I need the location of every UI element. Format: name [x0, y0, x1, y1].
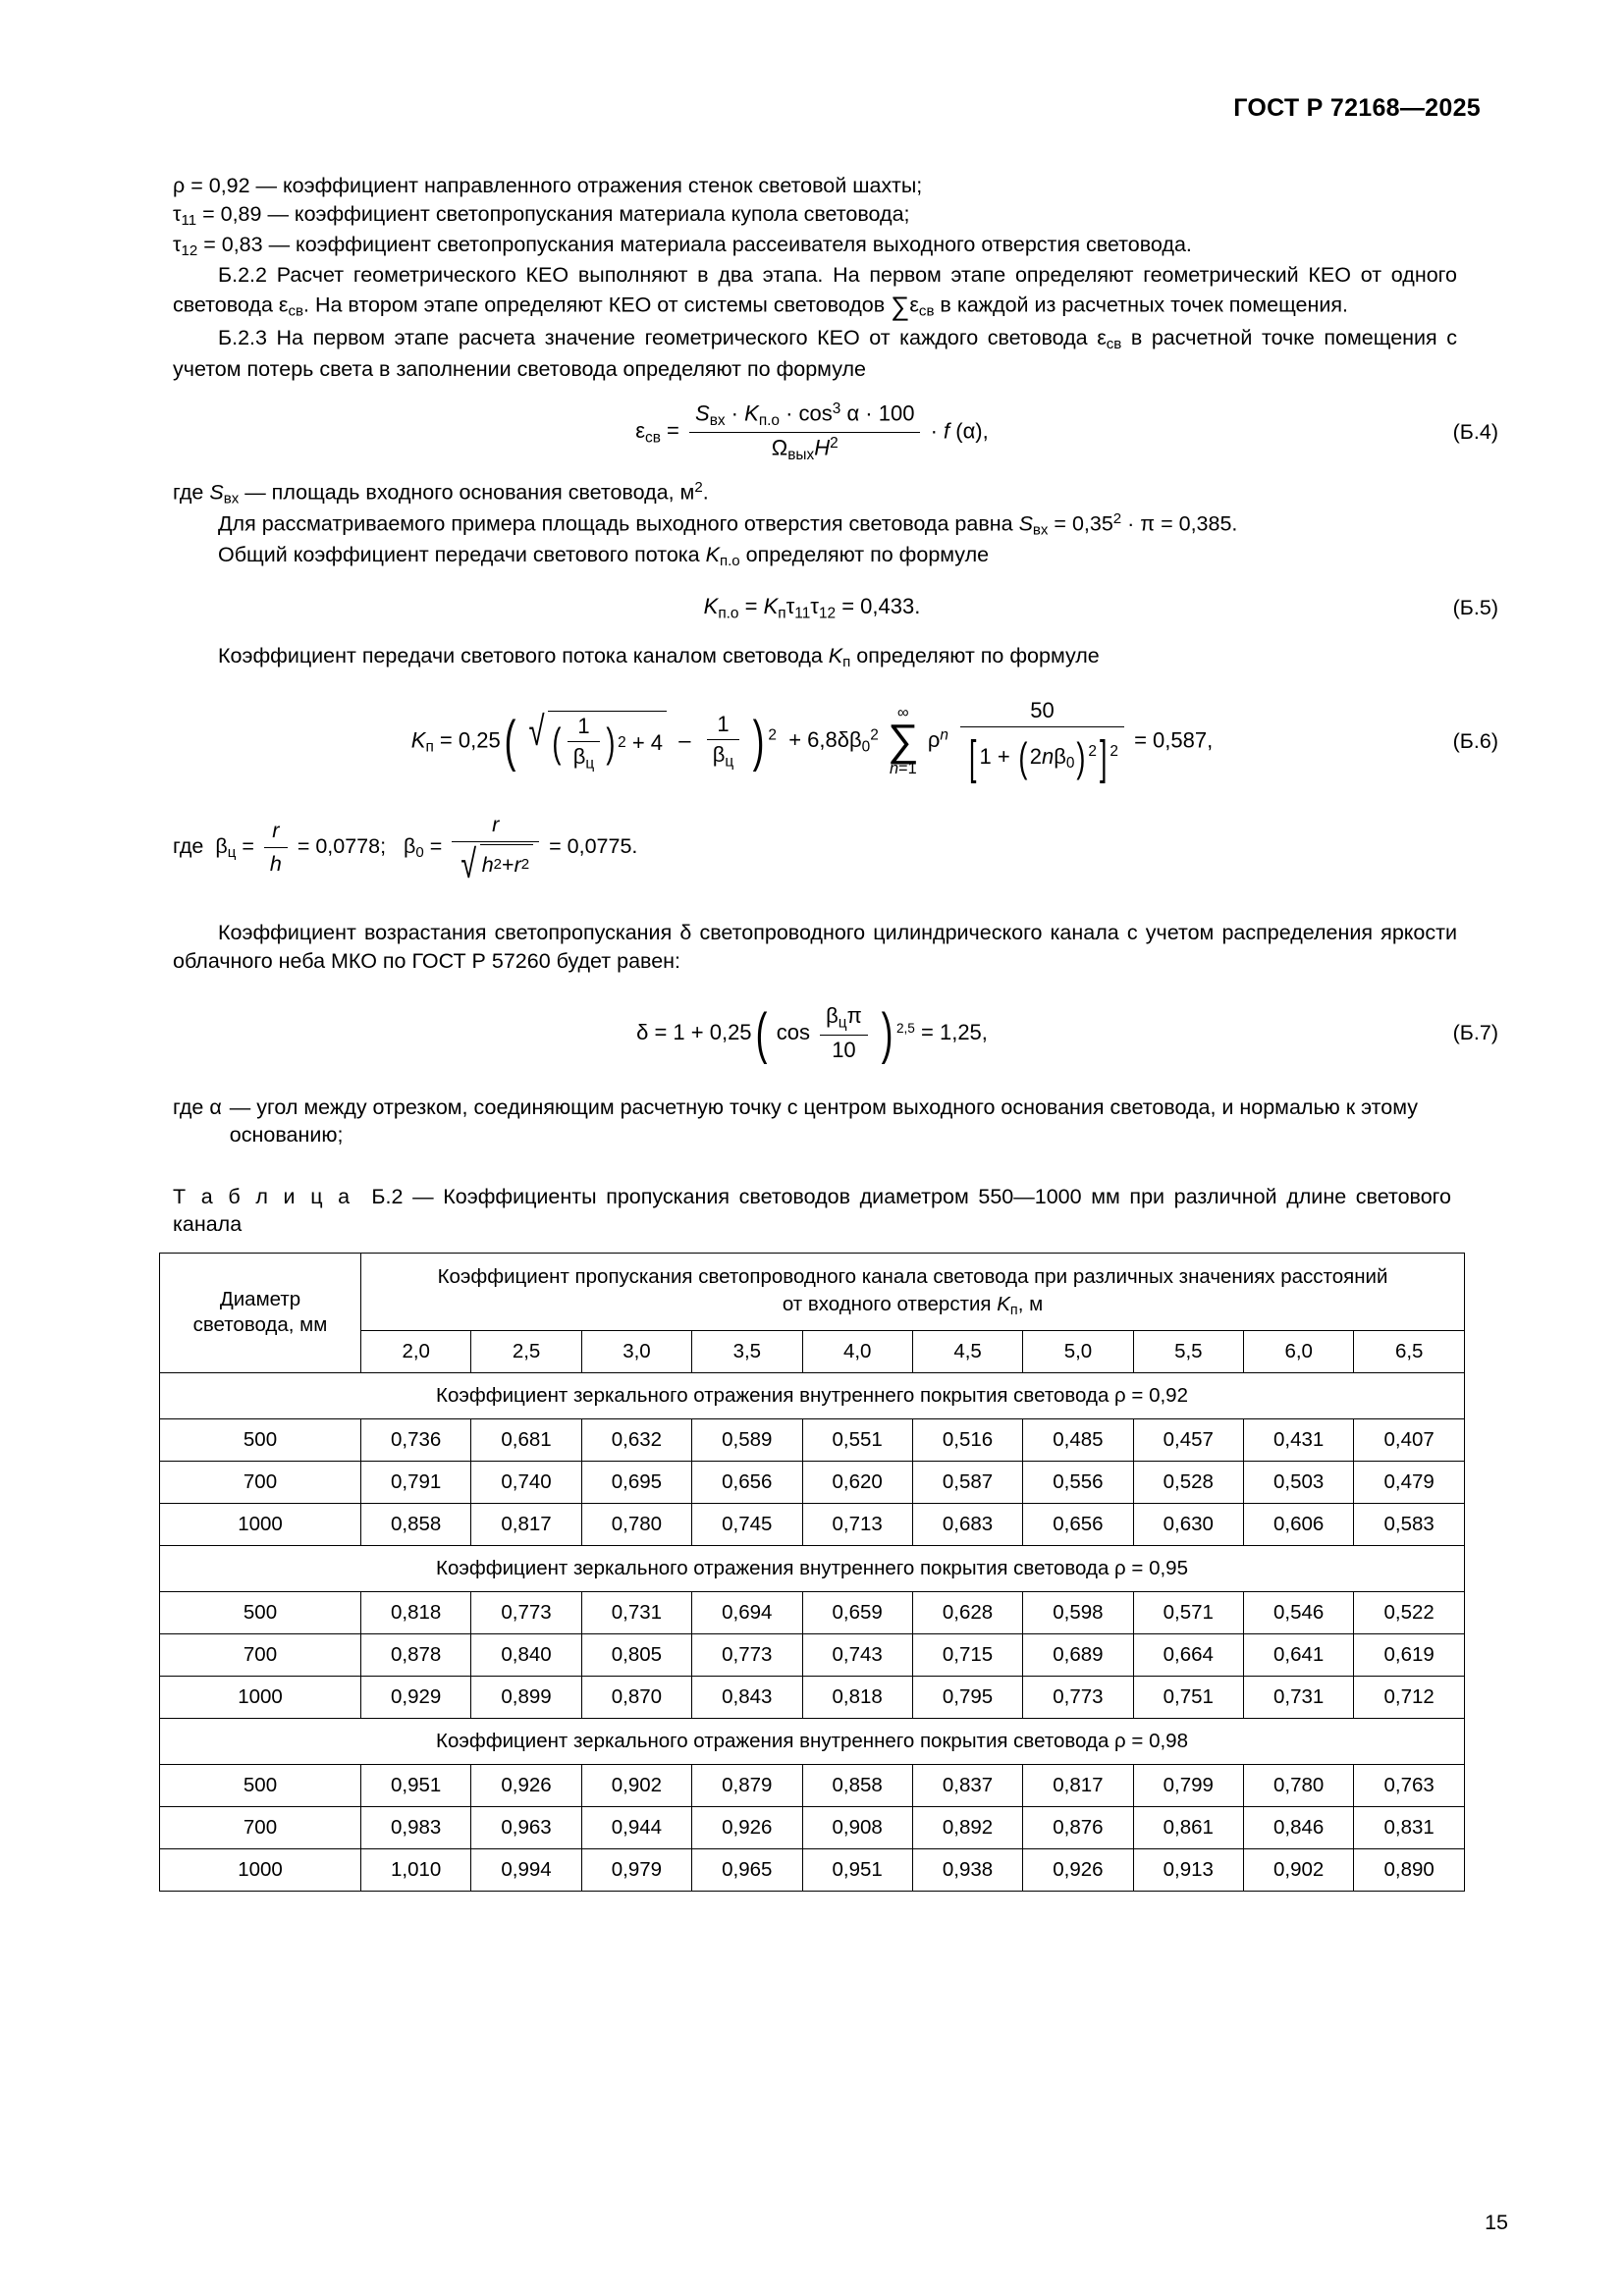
table-row	[160, 1764, 1465, 1806]
cell-diameter: 700	[160, 1806, 361, 1848]
where-svx: где $S_{вх}$ — площадь входного основания световода, $м^2$.	[173, 479, 709, 507]
cell-value: 0,780	[581, 1503, 691, 1545]
section-title: Коэффициент зеркального отражения внутреннего покрытия световода ρ = 0,98	[160, 1718, 1465, 1764]
delta-intro	[173, 919, 1457, 975]
distance-cell: 5,0	[1023, 1330, 1133, 1372]
cell-value: 0,818	[802, 1676, 912, 1718]
cell-diameter: 700	[160, 1633, 361, 1676]
table-row	[160, 1461, 1465, 1503]
distance-cell: 5,5	[1133, 1330, 1243, 1372]
cell-diameter: 700	[160, 1461, 361, 1503]
cell-value: 0,620	[802, 1461, 912, 1503]
cell-value: 0,431	[1244, 1418, 1354, 1461]
table-section-row	[160, 1545, 1465, 1591]
page-number: 15	[1485, 2211, 1508, 2234]
cell-diameter: 500	[160, 1591, 361, 1633]
cell-value: 0,926	[471, 1764, 581, 1806]
paragraph-b23: Б.2.3 На первом этапе расчета значение геометрического КЕО от каждого световода $\varepsilon_{св}$ в расчетной точке помещения с учетом потерь света в заполнении световода определяют по формуле	[173, 326, 1457, 381]
cell-value: 0,659	[802, 1591, 912, 1633]
cell-diameter: 1000	[160, 1503, 361, 1545]
cell-value: 0,751	[1133, 1676, 1243, 1718]
cell-value: 0,979	[581, 1848, 691, 1891]
cell-value: 0,516	[912, 1418, 1022, 1461]
where-alpha-text: — угол между отрезком, соединяющим расчетную точку с центром выходного основания световода, и нормалью к этому основанию;	[229, 1095, 1418, 1148]
where-alpha	[173, 1094, 1457, 1149]
cell-value: 0,908	[802, 1806, 912, 1848]
beta-c-value: = 0,0778;	[297, 833, 387, 858]
paragraph-b22: Б.2.2 Расчет геометрического КЕО выполняют в два этапа. На первом этапе определяют геометрический КЕО от одного световода $\varepsilon_{св}$. На втором этапе определяют КЕО от системы световодов $\sum\varepsilon_{св}$ в каждой из расчетных точек помещения.	[173, 263, 1457, 321]
cell-value: 0,926	[1023, 1848, 1133, 1891]
formula-b5-number: (Б.5)	[1452, 596, 1498, 620]
cell-value: 0,485	[1023, 1418, 1133, 1461]
cell-value: 0,551	[802, 1418, 912, 1461]
distance-cell: 3,5	[692, 1330, 802, 1372]
formula-b6-body: $K_п = 0,25$( √ ( $\frac{1}{\beta_ц}$ ) 2 + 4 – $\frac{1}{\beta_ц}$ ) $^2 + 6,8\delta\beta_0^2$ ∞ ∑ n=1 $\rho^n$ $\frac{50}{[ 1 + ( 2n\beta_0) ^2] ^2}$ = 0,587,	[410, 697, 1214, 784]
formula-b5-body: $K_{п.о} = K_п\tau_{11}\tau_{12} = 0,433$.	[703, 594, 921, 622]
distance-cell: 2,5	[471, 1330, 581, 1372]
cell-value: 0,858	[361, 1503, 471, 1545]
cell-value: 0,407	[1354, 1418, 1465, 1461]
table-row	[160, 1418, 1465, 1461]
table-row	[160, 1806, 1465, 1848]
section-title: Коэффициент зеркального отражения внутреннего покрытия световода ρ = 0,95	[160, 1545, 1465, 1591]
cell-value: 0,994	[471, 1848, 581, 1891]
cell-value: 0,890	[1354, 1848, 1465, 1891]
table-section-row	[160, 1372, 1465, 1418]
cell-value: 0,965	[692, 1848, 802, 1891]
cell-value: 0,878	[361, 1633, 471, 1676]
cell-value: 0,606	[1244, 1503, 1354, 1545]
distance-cell: 6,0	[1244, 1330, 1354, 1372]
cell-value: 0,913	[1133, 1848, 1243, 1891]
cell-value: 0,773	[692, 1633, 802, 1676]
paragraph-kp: Коэффициент передачи светового потока каналом световода $K_п$ определяют по формуле	[218, 643, 1100, 670]
page-header: ГОСТ Р 72168—2025	[1233, 94, 1481, 122]
cell-value: 0,598	[1023, 1591, 1133, 1633]
cell-value: 0,899	[471, 1676, 581, 1718]
cell-value: 0,983	[361, 1806, 471, 1848]
cell-value: 0,546	[1244, 1591, 1354, 1633]
cell-value: 0,805	[581, 1633, 691, 1676]
header-diameter: Диаметр световода, мм	[160, 1253, 361, 1372]
cell-value: 0,902	[581, 1764, 691, 1806]
cell-value: 0,656	[692, 1461, 802, 1503]
cell-value: 0,740	[471, 1461, 581, 1503]
formula-b7-number: (Б.7)	[1452, 1021, 1498, 1045]
cell-value: 0,628	[912, 1591, 1022, 1633]
distance-cell: 4,5	[912, 1330, 1022, 1372]
table-caption: Т а б л и ц а Б.2 — Коэффициенты пропускания световодов диаметром 550—1000 мм при различной длине светового канала	[173, 1184, 1451, 1237]
table-row	[160, 1503, 1465, 1545]
distance-cell: 4,0	[802, 1330, 912, 1372]
distance-cell: 3,0	[581, 1330, 691, 1372]
cell-value: 0,619	[1354, 1633, 1465, 1676]
formula-b4	[116, 400, 1508, 464]
cell-value: 0,689	[1023, 1633, 1133, 1676]
param-tau11: $\tau_{11} = 0,89$ — коэффициент светопропускания материала купола световода;	[173, 201, 910, 229]
cell-value: 0,963	[471, 1806, 581, 1848]
header-span: Коэффициент пропускания светопроводного канала световода при различных значениях расстояний от входного отверстия $K_п$, м	[361, 1253, 1465, 1330]
param-tau12: $\tau_{12} = 0,83$ — коэффициент светопропускания материала рассеивателя выходного отверстия световода.	[173, 232, 1192, 259]
cell-value: 0,858	[802, 1764, 912, 1806]
formula-b6-number: (Б.6)	[1452, 728, 1498, 753]
cell-value: 0,522	[1354, 1591, 1465, 1633]
cell-value: 0,712	[1354, 1676, 1465, 1718]
cell-value: 0,479	[1354, 1461, 1465, 1503]
formula-b6	[116, 698, 1508, 785]
cell-value: 0,503	[1244, 1461, 1354, 1503]
cell-value: 0,681	[471, 1418, 581, 1461]
formula-b5	[116, 589, 1508, 628]
cell-value: 0,763	[1354, 1764, 1465, 1806]
kp-intro	[173, 642, 1457, 672]
paragraph-example: Для рассматриваемого примера площадь выходного отверстия световода равна $S_{вх} = 0,35^2 \cdot \pi = 0,385$.	[218, 509, 1238, 539]
cell-value: 0,944	[581, 1806, 691, 1848]
cell-value: 0,926	[692, 1806, 802, 1848]
paragraph-kpo: Общий коэффициент передачи светового потока $K_{п.о}$ определяют по формуле	[218, 542, 990, 569]
cell-value: 0,951	[361, 1764, 471, 1806]
cell-value: 0,630	[1133, 1503, 1243, 1545]
table-section-row	[160, 1718, 1465, 1764]
table-row	[160, 1591, 1465, 1633]
formula-b7	[116, 1001, 1508, 1066]
cell-diameter: 500	[160, 1418, 361, 1461]
cell-value: 0,745	[692, 1503, 802, 1545]
cell-value: 0,731	[581, 1591, 691, 1633]
cell-value: 0,589	[692, 1418, 802, 1461]
cell-value: 0,876	[1023, 1806, 1133, 1848]
table-row	[160, 1633, 1465, 1676]
cell-value: 0,587	[912, 1461, 1022, 1503]
cell-value: 0,831	[1354, 1806, 1465, 1848]
cell-value: 0,870	[581, 1676, 691, 1718]
cell-value: 0,583	[1354, 1503, 1465, 1545]
cell-value: 0,843	[692, 1676, 802, 1718]
cell-value: 0,664	[1133, 1633, 1243, 1676]
cell-value: 0,656	[1023, 1503, 1133, 1545]
cell-value: 0,791	[361, 1461, 471, 1503]
cell-value: 0,773	[1023, 1676, 1133, 1718]
table-header-row	[160, 1253, 1465, 1330]
cell-value: 0,938	[912, 1848, 1022, 1891]
cell-value: 0,902	[1244, 1848, 1354, 1891]
cell-value: 0,817	[471, 1503, 581, 1545]
formula-b4-number: (Б.4)	[1452, 420, 1498, 445]
where-alpha-label: где α	[173, 1095, 222, 1119]
cell-diameter: 1000	[160, 1848, 361, 1891]
cell-value: 0,641	[1244, 1633, 1354, 1676]
where-beta-prefix: где	[173, 833, 204, 858]
cell-value: 0,556	[1023, 1461, 1133, 1503]
cell-value: 0,861	[1133, 1806, 1243, 1848]
cell-diameter: 1000	[160, 1676, 361, 1718]
cell-value: 0,694	[692, 1591, 802, 1633]
cell-value: 0,528	[1133, 1461, 1243, 1503]
cell-value: 0,846	[1244, 1806, 1354, 1848]
table-row	[160, 1848, 1465, 1891]
formula-b6-result: = 0,587,	[1134, 727, 1214, 753]
cell-value: 0,780	[1244, 1764, 1354, 1806]
cell-value: 0,743	[802, 1633, 912, 1676]
cell-value: 0,571	[1133, 1591, 1243, 1633]
cell-value: 0,736	[361, 1418, 471, 1461]
table-row	[160, 1676, 1465, 1718]
cell-value: 0,951	[802, 1848, 912, 1891]
cell-value: 0,773	[471, 1591, 581, 1633]
cell-value: 0,795	[912, 1676, 1022, 1718]
section-title: Коэффициент зеркального отражения внутреннего покрытия световода ρ = 0,92	[160, 1372, 1465, 1418]
formula-b7-result: = 1,25,	[921, 1019, 988, 1044]
coefficients-table	[159, 1253, 1465, 1892]
cell-value: 1,010	[361, 1848, 471, 1891]
cell-value: 0,713	[802, 1503, 912, 1545]
cell-value: 0,840	[471, 1633, 581, 1676]
param-rho: ρ = 0,92 — коэффициент направленного отражения стенок световой шахты;	[173, 174, 923, 197]
cell-value: 0,683	[912, 1503, 1022, 1545]
beta-0-value: = 0,0775.	[549, 833, 638, 858]
cell-value: 0,715	[912, 1633, 1022, 1676]
cell-value: 0,457	[1133, 1418, 1243, 1461]
formula-b4-body: $\varepsilon_{св}$ = $\frac{S_{вх} \cdot K_{п.о} \cdot \cos^3 \alpha \cdot 100}{\Omega_{вых}H^2}$ · f (α),	[635, 400, 989, 464]
cell-value: 0,817	[1023, 1764, 1133, 1806]
cell-value: 0,818	[361, 1591, 471, 1633]
paragraph-delta: Коэффициент возрастания светопропускания δ светопроводного цилиндрического канала с учетом распределения яркости облачного неба МКО по ГОСТ Р 57260 будет равен:	[173, 921, 1457, 973]
cell-value: 0,837	[912, 1764, 1022, 1806]
cell-value: 0,929	[361, 1676, 471, 1718]
distance-cell: 6,5	[1354, 1330, 1465, 1372]
where-beta: где $\beta_ц$ = $\frac{r}{h}$ = 0,0778; $\beta_0$ = r √ h 2 + r 2 = 0,0775.	[173, 812, 638, 886]
cell-value: 0,879	[692, 1764, 802, 1806]
cell-value: 0,892	[912, 1806, 1022, 1848]
formula-b7-body: δ = 1 + 0,25( cos $\frac{\beta_ц\pi}{10}$ ) $^{2,5}$ = 1,25,	[636, 1001, 988, 1065]
cell-value: 0,695	[581, 1461, 691, 1503]
distance-cell: 2,0	[361, 1330, 471, 1372]
cell-value: 0,799	[1133, 1764, 1243, 1806]
example-block	[173, 509, 1457, 571]
intro-parameters	[173, 172, 1457, 383]
cell-diameter: 500	[160, 1764, 361, 1806]
cell-value: 0,731	[1244, 1676, 1354, 1718]
cell-value: 0,632	[581, 1418, 691, 1461]
